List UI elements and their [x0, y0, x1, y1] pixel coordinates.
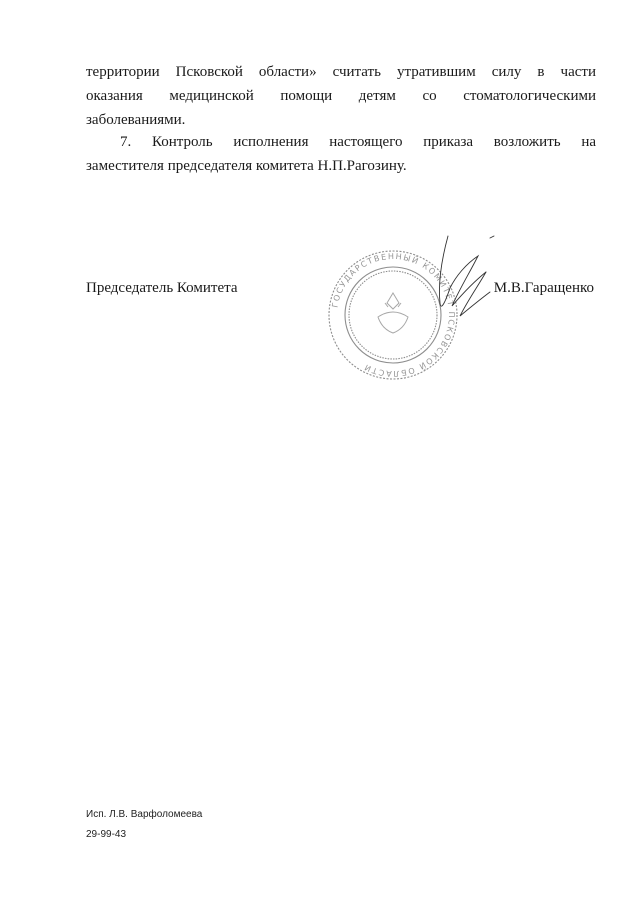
paragraph-line: заболеваниями. — [86, 112, 186, 128]
footer-executor: Исп. Л.В. Варфоломеева — [86, 809, 203, 820]
paragraph-line: оказания медицинской помощи детям со стоматологическими — [86, 88, 596, 104]
paragraph-line: 7. Контроль исполнения настоящего приказа возложить на — [120, 134, 596, 150]
paragraph-repeal-clause — [86, 60, 596, 132]
handwritten-signature — [420, 228, 510, 338]
seal-text: ГОСУДАРСТВЕННЫЙ КОМИТЕТ ПСКОВСКОЙ ОБЛАСТИ — [330, 251, 457, 379]
paragraph-control-clause — [86, 130, 596, 178]
paragraph-line: заместителя председателя комитета Н.П.Рагозину. — [86, 158, 407, 174]
paragraph-line: территории Псковской области» считать утратившим силу в части — [86, 64, 596, 80]
footer-phone: 29-99-43 — [86, 829, 127, 840]
signatory-name: М.В.Гаращенко — [493, 280, 594, 296]
signatory-position: Председатель Комитета — [86, 280, 238, 296]
